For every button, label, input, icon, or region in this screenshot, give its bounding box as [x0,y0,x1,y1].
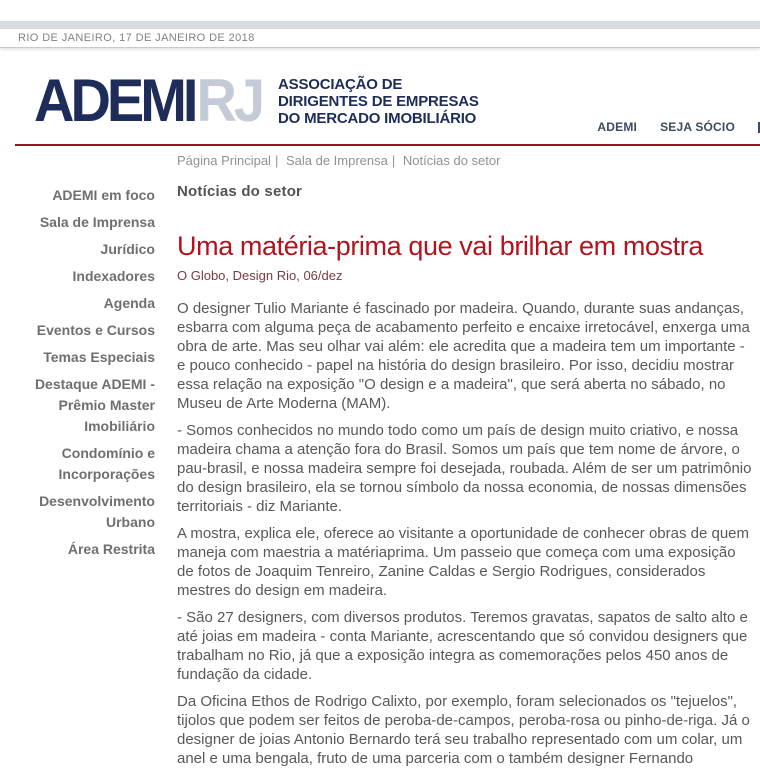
main-column [177,146,755,768]
sidebar-item-area-restrita[interactable]: Área Restrita [67,541,155,557]
breadcrumb [177,153,755,168]
logo-tagline-line: DO MERCADO IMOBILIÁRIO [278,110,477,127]
sidebar-menu [0,146,155,768]
breadcrumb-separator: | [391,153,396,168]
current-date: RIO DE JANEIRO, 17 DE JANEIRO DE 2018 [18,32,255,44]
sidebar-item-temas-especiais[interactable]: Temas Especiais [43,349,155,365]
sidebar-item-condominio-e-incorporacoes[interactable]: Condomínio e Incorporações [58,445,155,482]
article-title: Uma matéria-prima que vai brilhar em mostra [177,231,703,261]
ademi-logo[interactable] [34,65,479,134]
sidebar-item-eventos-e-cursos[interactable]: Eventos e Cursos [36,322,155,338]
logo-tagline-line: DIRIGENTES DE EMPRESAS [278,93,479,110]
article-body [177,299,755,768]
page-content [0,146,760,768]
sidebar-item-agenda[interactable]: Agenda [103,295,155,311]
nav-item-seja-socio[interactable]: SEJA SÓCIO [660,120,735,134]
logo-region: RJ [196,65,263,134]
breadcrumb-separator: | [274,153,279,168]
article-paragraph: - Somos conhecidos no mundo todo como um país de design muito criativo, e nossa madeira chama a atenção fora do Brasil. Somos um país que tem nome de árvore, o pau-brasil, e nossa madeira sempre foi desejada, roubada. Além de ser um patrimônio do design brasileiro, ela se tornou símbolo da nossa economia, de nossas dimensões territoriais - diz Mariante. [177,422,752,515]
sidebar-item-destaque-ademi[interactable]: Destaque ADEMI - Prêmio Master Imobiliário [34,376,155,434]
article-paragraph: O designer Tulio Mariante é fascinado por madeira. Quando, durante suas andanças, esbarra com alguma peça de acabamento perfeito e encaixe irretocável, enxerga uma obra de arte. Mas seu olhar vai além: ele acredita que a madeira tem um importante - e pouco conhecido - papel na história do design brasileiro. Por isso, decidiu mostrar essa relação na exposição "O design e a madeira", que será aberta no sábado, no Museu de Arte Moderna (MAM). [177,300,750,412]
logo-acronym: ADEMI [34,65,195,134]
nav-item-ademi[interactable]: ADEMI [597,120,638,134]
sidebar-item-sala-de-imprensa[interactable]: Sala de Imprensa [39,214,155,230]
section-title: Notícias do setor [177,183,303,200]
breadcrumb-pagina-principal[interactable]: Página Principal [177,153,271,168]
sidebar-item-desenvolvimento-urbano[interactable]: Desenvolvimento Urbano [39,493,155,530]
breadcrumb-noticias-do-setor[interactable]: Notícias do setor [402,153,501,168]
article-paragraph: Da Oficina Ethos de Rodrigo Calixto, por exemplo, foram selecionados os "tejuelos", tijolos que podem ser feitos de peroba-de-campos, peroba-rosa ou pinho-de-riga. Já o designer de joias Antonio Bernardo terá seu trabalho representado com um colar, um anel e uma bengala, fruto de uma parceria com o também designer Fernando [177,693,750,767]
article-paragraph: A mostra, explica ele, oferece ao visitante a oportunidade de conhecer obras de quem maneja com maestria a matériaprima. Um passeio que começa com uma exposição de fotos de Joaquim Tenreiro, Zanine Caldas e Sergio Rodrigues, considerados mestres do design em madeira. [177,525,750,599]
site-header [0,48,760,144]
sidebar-item-indexadores[interactable]: Indexadores [72,268,155,284]
logo-tagline [278,76,479,127]
article-paragraph: - São 27 designers, com diversos produtos. Teremos gravatas, sapatos de salto alto e até joias em madeira - conta Mariante, acrescentando que só convidou designers que trabalham no Rio, já que a exposição integra as comemorações pelos 450 anos de fundação da cidade. [177,609,748,683]
article-byline: O Globo, Design Rio, 06/dez [177,268,343,283]
breadcrumb-sala-de-imprensa[interactable]: Sala de Imprensa [285,153,388,168]
date-bar [0,29,760,48]
top-margin [0,0,760,21]
sidebar-item-ademi-em-foco[interactable]: ADEMI em foco [52,187,155,203]
main-nav [597,120,760,134]
top-gray-strip [0,21,760,29]
logo-tagline-line: ASSOCIAÇÃO DE [278,76,403,93]
sidebar-item-juridico[interactable]: Jurídico [100,241,155,257]
